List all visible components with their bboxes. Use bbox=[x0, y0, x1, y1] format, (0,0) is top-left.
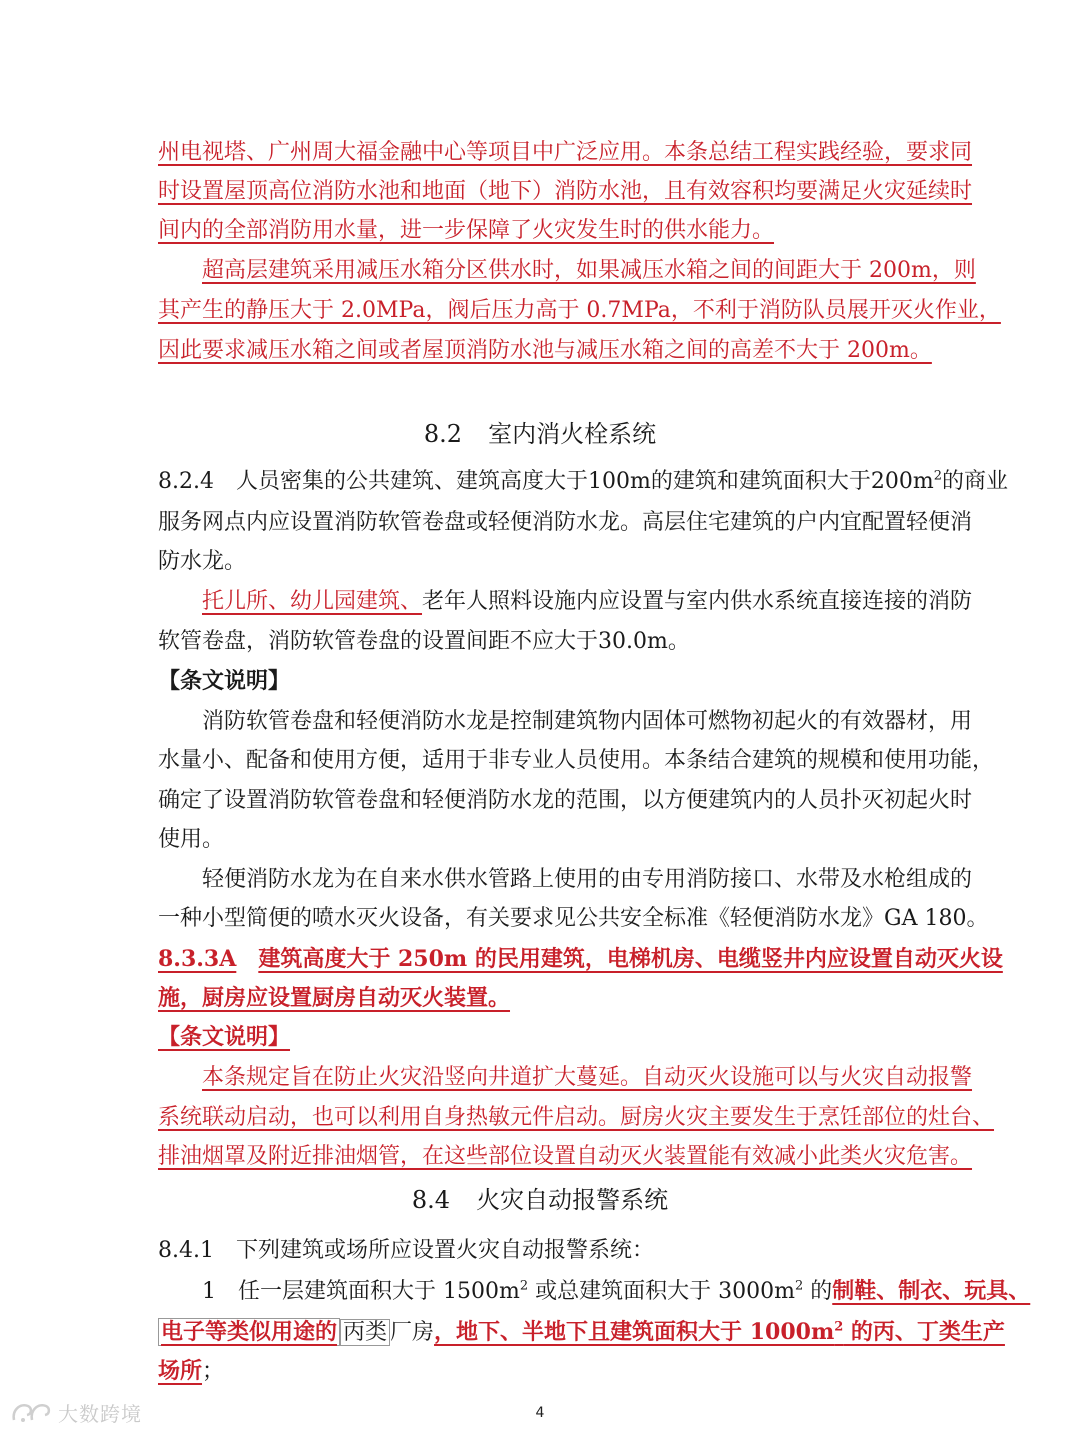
list-item-number: 1 bbox=[202, 1279, 216, 1304]
clause-line: 软管卷盘，消防软管卷盘的设置间距不应大于30.0m。 bbox=[158, 629, 690, 654]
superscript: 2 bbox=[834, 1319, 844, 1335]
clause-text: 或总建筑面积大于 3000m bbox=[528, 1279, 795, 1304]
superscript: 2 bbox=[519, 1278, 529, 1294]
explanation-line: 本条规定旨在防止火灾沿竖向井道扩大蔓延。自动灭火设施可以与火灾自动报警 bbox=[202, 1065, 973, 1090]
revised-text: 制鞋、制衣、玩具、 bbox=[832, 1278, 1031, 1304]
explanation-line: 轻便消防水龙为在自来水供水管路上使用的由专用消防接口、水带及水枪组成的 bbox=[202, 867, 973, 892]
section-title: 室内消火栓系统 bbox=[488, 420, 657, 448]
revised-text: 场所 bbox=[158, 1358, 203, 1384]
clause-line: 防水龙。 bbox=[158, 549, 247, 574]
superscript: 2 bbox=[933, 468, 942, 484]
clause-number: 8.2.4 bbox=[158, 469, 214, 494]
section-heading bbox=[0, 418, 1080, 450]
list-item-line bbox=[158, 1356, 958, 1387]
clause-line bbox=[158, 587, 973, 617]
clause-line bbox=[158, 467, 1008, 497]
paragraph-line: 其产生的静压大于 2.0MPa，阀后压力高于 0.7MPa，不利于消防队员展开灭火作业， bbox=[158, 298, 1001, 323]
revised-text: 托儿所、幼儿园建筑、 bbox=[202, 589, 423, 614]
section-title: 火灾自动报警系统 bbox=[476, 1186, 669, 1214]
section-number: 8.4 bbox=[411, 1186, 451, 1214]
clause-line: 施，厨房应设置厨房自动灭火装置。 bbox=[158, 985, 511, 1011]
explanation-line: 水量小、配备和使用方便，适用于非专业人员使用。本条结合建筑的规模和使用功能， bbox=[158, 748, 995, 773]
clause-text: 老年人照料设施内应设置与室内供水系统直接连接的消防 bbox=[422, 589, 973, 614]
clause-text: 任一层建筑面积大于 1500m bbox=[238, 1279, 520, 1304]
explanation-line: 排油烟罩及附近排油烟管，在这些部位设置自动灭火装置能有效减小此类火灾危害。 bbox=[158, 1144, 973, 1169]
page-number: 4 bbox=[535, 1405, 545, 1421]
paragraph-line: 州电视塔、广州周大福金融中心等项目中广泛应用。本条总结工程实践经验，要求同 bbox=[158, 140, 973, 165]
explanation-heading: 【条文说明】 bbox=[158, 669, 291, 694]
paragraph-line: 时设置屋顶高位消防水池和地面（地下）消防水池，且有效容积均要满足火灾延续时 bbox=[158, 179, 973, 204]
clause-text: 丙类 bbox=[340, 1319, 390, 1346]
section-number: 8.2 bbox=[423, 420, 463, 448]
revised-text-boxed: 电子等类似用途的 bbox=[158, 1318, 340, 1346]
explanation-line: 使用。 bbox=[158, 827, 225, 852]
clause-number: 8.3.3A bbox=[158, 946, 237, 972]
explanation-line: 消防软管卷盘和轻便消防水龙是控制建筑物内固体可燃物初起火的有效器材，用 bbox=[202, 709, 973, 734]
revised-text-part: ，地下、半地下且建筑面积大于 1000m bbox=[434, 1319, 835, 1345]
revised-text-part: 的丙、丁类生产 bbox=[843, 1319, 1005, 1345]
clause-text: 的商业 bbox=[941, 469, 1008, 494]
clause-text: 建筑高度大于 250m 的民用建筑，电梯机房、电缆竖井内应设置自动灭火设 bbox=[258, 946, 1003, 972]
explanation-line: 一种小型简便的喷水灭火设备，有关要求见公共安全标准《轻便消防水龙》GA 180。 bbox=[158, 906, 989, 931]
revised-text bbox=[434, 1319, 1005, 1345]
list-item bbox=[158, 1276, 1031, 1307]
clause-text: 厂房 bbox=[390, 1320, 435, 1345]
clause-text: ； bbox=[202, 1359, 225, 1384]
clause-text: 的 bbox=[803, 1279, 833, 1304]
clause-number: 8.4.1 bbox=[158, 1238, 214, 1263]
clause-line bbox=[158, 944, 1003, 974]
explanation-line: 确定了设置消防软管卷盘和轻便消防水龙的范围，以方便建筑内的人员扑灭初起火时 bbox=[158, 788, 973, 813]
explanation-line: 系统联动启动，也可以利用自身热敏元件启动。厨房火灾主要发生于烹饪部位的灶台、 bbox=[158, 1105, 995, 1130]
paragraph-line: 间内的全部消防用水量，进一步保障了火灾发生时的供水能力。 bbox=[158, 218, 775, 243]
list-item-line bbox=[158, 1317, 1005, 1348]
clause-text: 人员密集的公共建筑、建筑高度大于100m的建筑和建筑面积大于200m bbox=[235, 469, 934, 494]
clause-text: 下列建筑或场所应设置火灾自动报警系统： bbox=[235, 1238, 654, 1263]
watermark-text: 大数跨境 bbox=[58, 1402, 142, 1426]
clause-line: 服务网点内应设置消防软管卷盘或轻便消防水龙。高层住宅建筑的户内宜配置轻便消 bbox=[158, 510, 973, 535]
clause-line bbox=[158, 1236, 958, 1266]
paragraph-line: 因此要求减压水箱之间或者屋顶消防水池与减压水箱之间的高差不大于 200m。 bbox=[158, 338, 932, 363]
superscript: 2 bbox=[794, 1278, 804, 1294]
explanation-heading: 【条文说明】 bbox=[158, 1025, 291, 1050]
paragraph-line: 超高层建筑采用减压水箱分区供水时，如果减压水箱之间的间距大于 200m，则 bbox=[202, 258, 976, 283]
section-heading bbox=[0, 1184, 1080, 1216]
